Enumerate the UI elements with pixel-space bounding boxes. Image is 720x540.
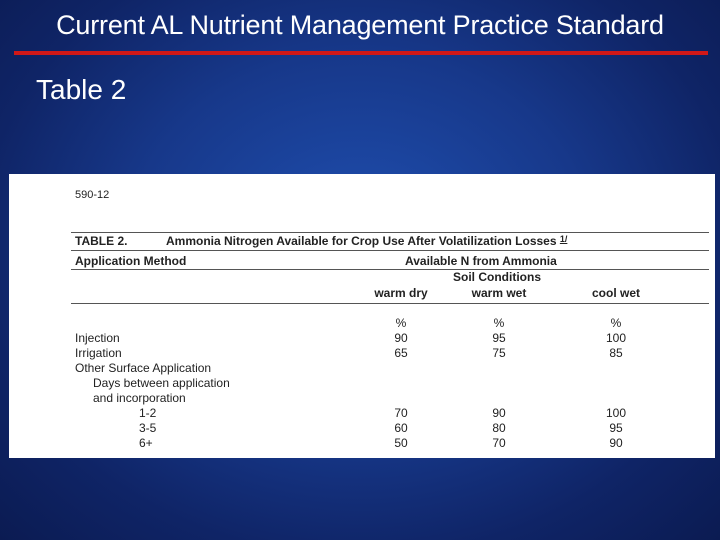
table-label: TABLE 2. — [75, 234, 128, 248]
unit-warm-dry: % — [395, 316, 407, 330]
row-label-days-1-2: 1-2 — [139, 406, 157, 420]
unit-cool-wet: % — [610, 316, 622, 330]
table-rule — [71, 250, 709, 251]
col-application-method: Application Method — [75, 254, 187, 268]
slide-subtitle: Table 2 — [36, 74, 127, 105]
col-cool-wet: cool wet — [591, 286, 640, 300]
row-label-incorporation: and incorporation — [93, 391, 186, 405]
cell-value: 80 — [492, 421, 506, 435]
cell-value: 75 — [492, 346, 506, 360]
cell-value: 70 — [492, 436, 506, 450]
cell-value: 90 — [394, 331, 408, 345]
cell-value: 100 — [605, 406, 627, 420]
col-warm-dry: warm dry — [374, 286, 428, 300]
row-label-days-3-5: 3-5 — [139, 421, 157, 435]
cell-value: 50 — [394, 436, 408, 450]
table-rule — [71, 303, 709, 304]
cell-value: 85 — [609, 346, 623, 360]
table-title — [166, 234, 567, 248]
cell-value: 60 — [394, 421, 408, 435]
row-label-other-surface: Other Surface Application — [75, 361, 212, 375]
cell-value: 95 — [609, 421, 623, 435]
slide-title: Current AL Nutrient Management Practice Standard — [56, 10, 664, 40]
cell-value: 65 — [394, 346, 408, 360]
cell-value: 70 — [394, 406, 408, 420]
cell-value: 95 — [492, 331, 506, 345]
table-title-text: Ammonia Nitrogen Available for Crop Use After Volatilization Losses — [166, 234, 557, 248]
unit-warm-wet: % — [493, 316, 505, 330]
col-warm-wet: warm wet — [471, 286, 527, 300]
cell-value: 90 — [492, 406, 506, 420]
title-underline — [14, 51, 708, 55]
row-label-days-6-plus: 6+ — [139, 436, 153, 450]
row-label-days-between: Days between application — [93, 376, 230, 390]
table-top-rule — [71, 232, 709, 233]
footnote-marker: 1/ — [559, 234, 568, 244]
row-label-injection: Injection — [75, 331, 120, 345]
page-code: 590-12 — [75, 189, 110, 201]
cell-value: 90 — [609, 436, 623, 450]
col-available-n: Available N from Ammonia — [405, 254, 557, 268]
cell-value: 100 — [605, 331, 627, 345]
col-soil-conditions: Soil Conditions — [453, 270, 541, 284]
table-document — [9, 174, 715, 458]
row-label-irrigation: Irrigation — [75, 346, 122, 360]
table-rule — [71, 269, 709, 270]
